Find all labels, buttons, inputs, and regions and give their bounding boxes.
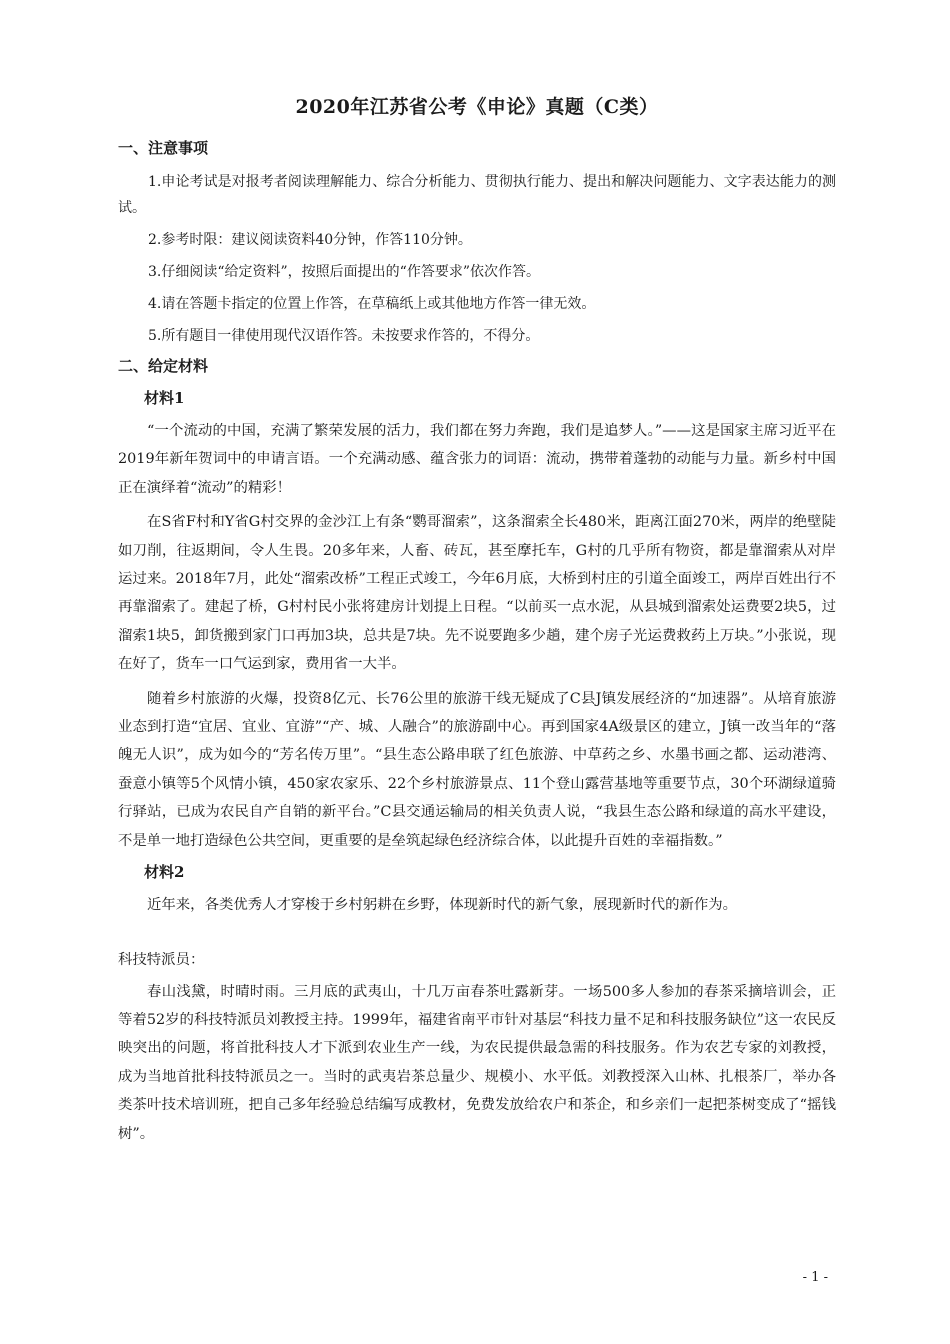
notice-item-2: 2.参考时限：建议阅读资料40分钟，作答110分钟。 — [148, 232, 472, 248]
page-number: - 1 - — [802, 1270, 828, 1285]
material-1-paragraph-1: “一个流动的中国，充满了繁荣发展的活力，我们都在努力奔跑，我们是追梦人。”——这是国家主席习近平在2019年新年贺词中的申请言语。一个充满动感、蕴含张力的词语：流动，携带着蓬勃的动能与力量。新乡村中国正在演绎着“流动”的精彩！ — [118, 423, 836, 496]
notice-item-1: 1.申论考试是对报考者阅读理解能力、综合分析能力、贯彻执行能力、提出和解决问题能力、文字表达能力的测试。 — [118, 174, 836, 216]
document-title: 2020年江苏省公考《申论》真题（C类） — [295, 96, 659, 118]
material-2-label: 材料2 — [144, 863, 185, 882]
notice-item-5: 5.所有题目一律使用现代汉语作答。未按要求作答的，不得分。 — [148, 328, 540, 344]
material-2-subtitle: 科技特派员： — [118, 951, 205, 968]
material-1-label: 材料1 — [144, 389, 185, 407]
material-1-paragraph-3: 随着乡村旅游的火爆，投资8亿元、长76公里的旅游干线无疑成了C县J镇发展经济的“加速器”。从培育旅游业态到打造“宜居、宜业、宜游”“产、城、人融合”的旅游副中心。再到国家4A级景区的建立，J镇一改当年的“落魄无人识”，成为如今的“芳名传万里”。“县生态公路串联了红色旅游、中草药之乡、水墨书画之都、运动港湾、蚕意小镇等5个风情小镇，450家农家乐、22个乡村旅游景点、11个登山露营基地等重要节点，30个环湖绿道骑行驿站，已成为农民自产自销的新平台。”C县交通运输局的相关负责人说，“我县生态公路和绿道的高水平建设，不是单一地打造绿色公共空间，更重要的是垒筑起绿色经济综合体，以此提升百姓的幸福指数。” — [118, 690, 836, 849]
material-1-paragraph-2: 在S省F村和Y省G村交界的金沙江上有条“鹦哥溜索”，这条溜索全长480米，距离江面270米，两岸的绝壁陡如刀削，往返期间，令人生畏。20多年来，人畜、砖瓦，甚至摩托车，G村的几乎所有物资，都是靠溜索从对岸运过来。2018年7月，此处“溜索改桥”工程正式竣工，今年6月底，大桥到村庄的引道全面竣工，两岸百姓出行不再靠溜索了。建起了桥，G村村民小张将建房计划提上日程。“以前买一点水泥，从县城到溜索处运费要2块5，过溜索1块5，卸货搬到家门口再加3块，总共是7块。先不说要跑多少趟，建个房子光运费救药上万块。”小张说，现在好了，货车一口气运到家，费用省一大半。 — [118, 514, 836, 673]
material-2-intro: 近年来，各类优秀人才穿梭于乡村躬耕在乡野，体现新时代的新气象，展现新时代的新作为。 — [147, 897, 738, 914]
notice-item-4: 4.请在答题卡指定的位置上作答，在草稿纸上或其他地方作答一律无效。 — [148, 296, 596, 312]
document-page — [118, 92, 836, 1154]
notice-heading: 一、注意事项 — [118, 139, 209, 157]
materials-heading: 二、给定材料 — [118, 357, 209, 375]
notice-item-3: 3.仔细阅读“给定资料”，按照后面提出的“作答要求”依次作答。 — [148, 264, 540, 280]
material-2-paragraph: 春山浅黛，时晴时雨。三月底的武夷山，十几万亩春茶吐露新芽。一场500多人参加的春茶采摘培训会，正等着52岁的科技特派员刘教授主持。1999年，福建省南平市针对基层“科技力量不足和科技服务缺位”这一农民反映突出的问题，将首批科技人才下派到农业生产一线，为农民提供最急需的科技服务。作为农艺专家的刘教授，成为当地首批科技特派员之一。当时的武夷岩茶总量少、规模小、水平低。刘教授深入山林、扎根茶厂，举办各类茶叶技术培训班，把自己多年经验总结编写成教材，免费发放给农户和茶企，和乡亲们一起把茶树变成了“摇钱树”。 — [118, 983, 836, 1142]
